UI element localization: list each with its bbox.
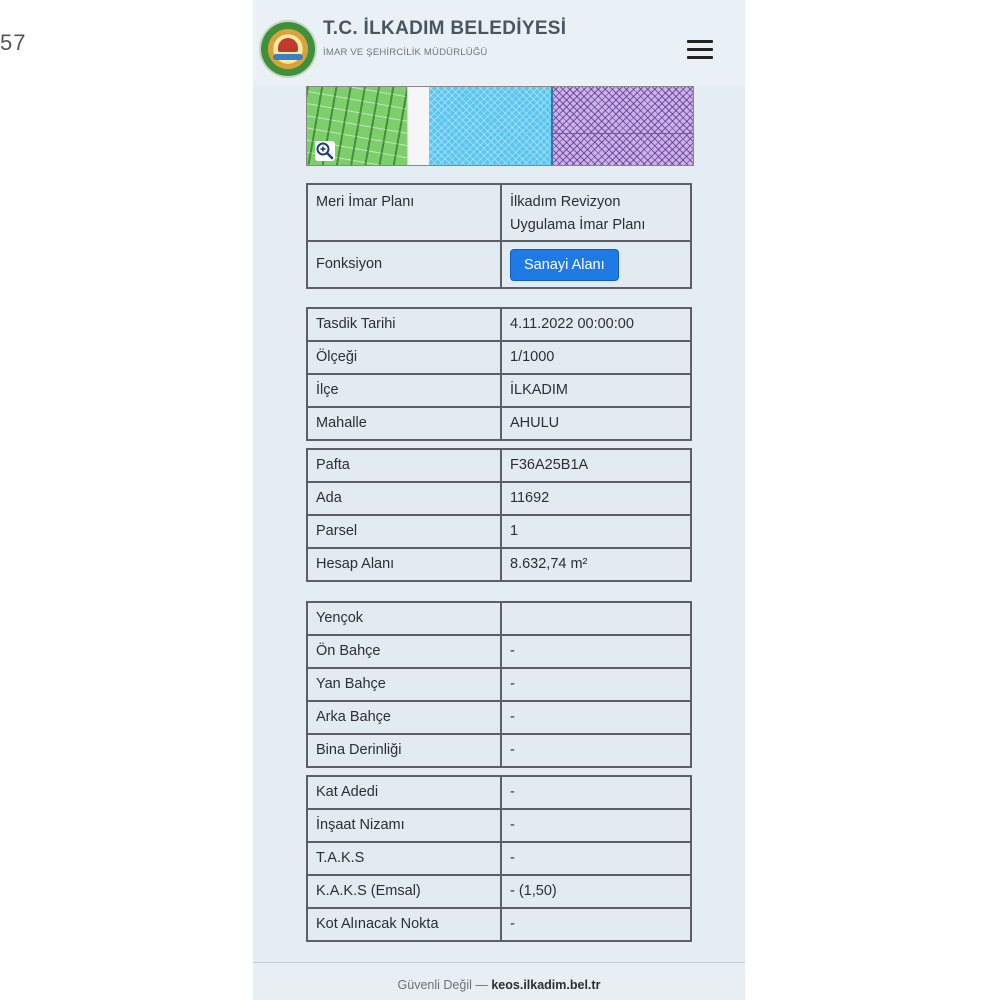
row-value: AHULU — [501, 407, 691, 440]
parcel-table — [306, 448, 692, 582]
organization-title: T.C. İLKADIM BELEDİYESİ — [323, 18, 567, 39]
plan-name-line2: Uygulama İmar Planı — [510, 217, 646, 233]
map-blue-zone — [429, 87, 553, 165]
row-value: - — [501, 668, 691, 701]
row-label: Tasdik Tarihi — [307, 308, 501, 341]
table-row — [307, 449, 691, 482]
row-value: İLKADIM — [501, 374, 691, 407]
row-label: Bina Derinliği — [307, 734, 501, 767]
page-url[interactable]: keos.ilkadim.bel.tr — [491, 978, 601, 992]
row-label: Meri İmar Planı — [307, 184, 501, 241]
function-button[interactable]: Sanayi Alanı — [510, 249, 619, 281]
logo-wave — [273, 54, 303, 60]
row-label: İlçe — [307, 374, 501, 407]
row-value — [501, 184, 691, 241]
setback-table — [306, 601, 692, 768]
row-label: Ön Bahçe — [307, 635, 501, 668]
mobile-page — [253, 0, 745, 1000]
row-value: - — [501, 776, 691, 809]
row-value: 1/1000 — [501, 341, 691, 374]
map-road — [407, 87, 430, 165]
municipality-logo[interactable] — [261, 22, 315, 76]
table-row — [307, 809, 691, 842]
table-row — [307, 308, 691, 341]
row-label: K.A.K.S (Emsal) — [307, 875, 501, 908]
table-row — [307, 482, 691, 515]
zoom-in-icon[interactable] — [315, 141, 335, 161]
table-row — [307, 776, 691, 809]
row-label: Fonksiyon — [307, 241, 501, 288]
hamburger-menu-icon[interactable] — [687, 40, 715, 62]
table-row — [307, 842, 691, 875]
table-row — [307, 374, 691, 407]
row-value: - — [501, 734, 691, 767]
table-row — [307, 515, 691, 548]
organization-subtitle: İMAR VE ŞEHİRCİLİK MÜDÜRLÜĞÜ — [323, 47, 488, 58]
row-label: Yan Bahçe — [307, 668, 501, 701]
map-red-line — [553, 133, 693, 134]
table-row — [307, 184, 691, 241]
row-value: - (1,50) — [501, 875, 691, 908]
approval-table — [306, 307, 692, 441]
table-row — [307, 701, 691, 734]
row-value: - — [501, 701, 691, 734]
table-row — [307, 407, 691, 440]
building-table — [306, 775, 692, 942]
row-label: Pafta — [307, 449, 501, 482]
row-label: Ada — [307, 482, 501, 515]
table-row — [307, 635, 691, 668]
table-row — [307, 734, 691, 767]
plan-name-line1: İlkadım Revizyon — [510, 194, 621, 210]
browser-address-bar[interactable] — [253, 962, 745, 1000]
logo-emblem — [278, 38, 298, 52]
row-label: T.A.K.S — [307, 842, 501, 875]
row-label: İnşaat Nizamı — [307, 809, 501, 842]
row-value: 1 — [501, 515, 691, 548]
row-label: Parsel — [307, 515, 501, 548]
row-label: Mahalle — [307, 407, 501, 440]
corner-text: 57 — [0, 30, 27, 55]
plan-table — [306, 183, 692, 289]
row-value: 4.11.2022 00:00:00 — [501, 308, 691, 341]
table-row — [307, 241, 691, 288]
security-status: Güvenli Değil — — [397, 978, 488, 992]
row-label: Hesap Alanı — [307, 548, 501, 581]
row-value — [501, 602, 691, 635]
table-row — [307, 875, 691, 908]
row-label: Yençok — [307, 602, 501, 635]
row-label: Ölçeği — [307, 341, 501, 374]
table-row — [307, 341, 691, 374]
table-row — [307, 908, 691, 941]
zoning-map[interactable] — [306, 86, 694, 166]
row-value: - — [501, 635, 691, 668]
row-label: Kot Alınacak Nokta — [307, 908, 501, 941]
table-row — [307, 602, 691, 635]
table-row — [307, 668, 691, 701]
row-value: - — [501, 842, 691, 875]
row-label: Kat Adedi — [307, 776, 501, 809]
row-label: Arka Bahçe — [307, 701, 501, 734]
row-value: F36A25B1A — [501, 449, 691, 482]
row-value — [501, 241, 691, 288]
row-value: 11692 — [501, 482, 691, 515]
table-row — [307, 548, 691, 581]
map-purple-zone — [553, 87, 693, 165]
row-value: 8.632,74 m² — [501, 548, 691, 581]
site-header — [253, 0, 745, 86]
row-value: - — [501, 809, 691, 842]
row-value: - — [501, 908, 691, 941]
